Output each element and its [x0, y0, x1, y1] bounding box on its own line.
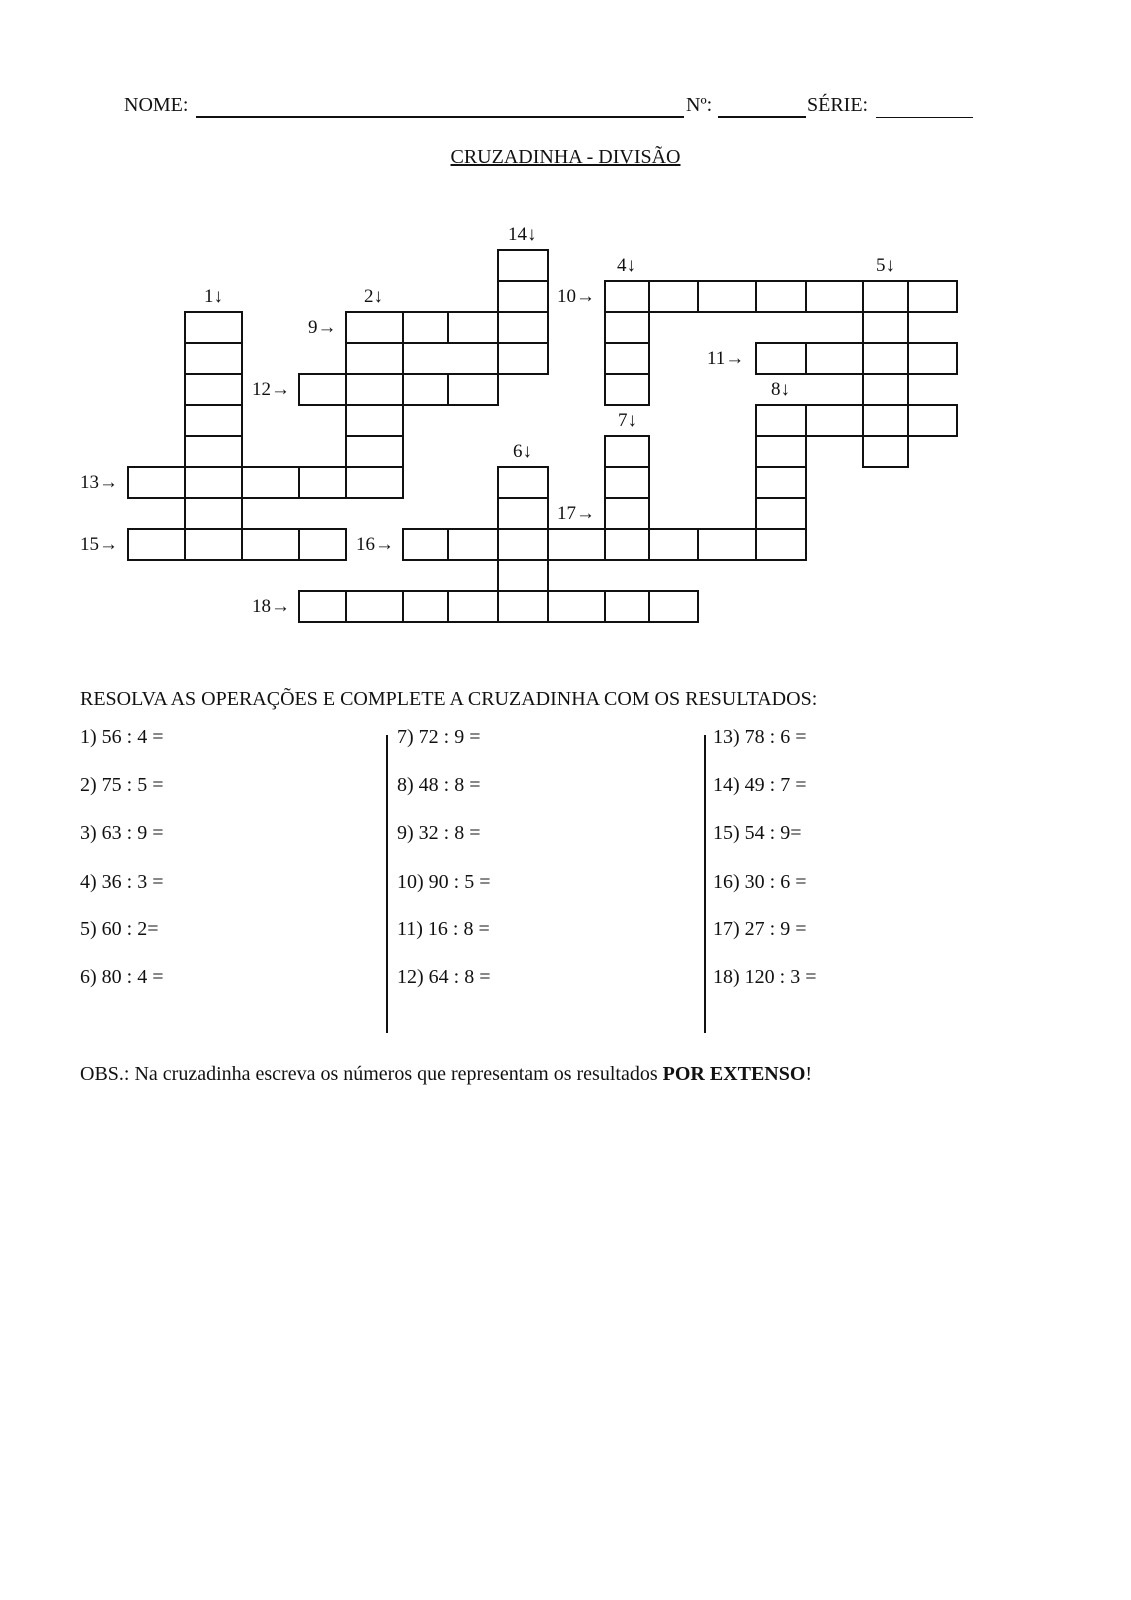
- crossword-cell[interactable]: [185, 436, 242, 467]
- note: [80, 1063, 812, 1086]
- crossword-cell[interactable]: [863, 374, 908, 405]
- crossword-cell[interactable]: [605, 436, 649, 467]
- crossword-cell[interactable]: [498, 250, 548, 281]
- clue-label-1: 1↓: [204, 286, 223, 307]
- operation-item: 13) 78 : 6 =: [713, 726, 807, 748]
- operation-item: 18) 120 : 3 =: [713, 966, 817, 988]
- crossword-cell[interactable]: [346, 343, 403, 374]
- crossword-cell[interactable]: [185, 529, 242, 560]
- crossword-cell[interactable]: [498, 467, 548, 498]
- crossword-cell[interactable]: [756, 436, 806, 467]
- name-label: NOME:: [124, 94, 189, 116]
- clue-label-9: 9→: [308, 317, 337, 338]
- crossword-grid: [0, 0, 1131, 640]
- crossword-cell[interactable]: [605, 529, 649, 560]
- crossword-cell[interactable]: [806, 405, 863, 436]
- crossword-cell[interactable]: [498, 591, 548, 622]
- clue-label-5: 5↓: [876, 255, 895, 276]
- operation-item: 9) 32 : 8 =: [397, 822, 481, 844]
- clue-label-10: 10→: [557, 286, 595, 307]
- column-divider: [386, 735, 388, 1033]
- clue-label-13: 13→: [80, 472, 118, 493]
- operation-item: 6) 80 : 4 =: [80, 966, 164, 988]
- crossword-cell[interactable]: [908, 405, 957, 436]
- crossword-cell[interactable]: [756, 529, 806, 560]
- crossword-cell[interactable]: [185, 374, 242, 405]
- number-label: Nº:: [686, 94, 713, 116]
- operation-item: 16) 30 : 6 =: [713, 871, 807, 893]
- crossword-cell[interactable]: [346, 467, 403, 498]
- operation-item: 14) 49 : 7 =: [713, 774, 807, 796]
- crossword-cell[interactable]: [498, 312, 548, 343]
- crossword-cell[interactable]: [448, 591, 498, 622]
- crossword-cell[interactable]: [863, 281, 908, 312]
- crossword-cell[interactable]: [649, 591, 698, 622]
- crossword-cell[interactable]: [346, 374, 403, 405]
- column-divider: [704, 735, 706, 1033]
- crossword-cell[interactable]: [756, 281, 806, 312]
- crossword-cell[interactable]: [649, 281, 698, 312]
- crossword-cell[interactable]: [299, 374, 346, 405]
- crossword-cell[interactable]: [128, 529, 185, 560]
- crossword-cell[interactable]: [863, 343, 908, 374]
- clue-label-7: 7↓: [618, 410, 637, 431]
- operation-item: 3) 63 : 9 =: [80, 822, 164, 844]
- operation-item: 12) 64 : 8 =: [397, 966, 491, 988]
- crossword-cell[interactable]: [548, 591, 605, 622]
- crossword-cell[interactable]: [605, 467, 649, 498]
- crossword-cell[interactable]: [756, 498, 806, 529]
- crossword-cell[interactable]: [403, 591, 448, 622]
- crossword-cell[interactable]: [346, 436, 403, 467]
- crossword-cell[interactable]: [649, 529, 698, 560]
- clue-label-2: 2↓: [364, 286, 383, 307]
- crossword-cell[interactable]: [346, 405, 403, 436]
- crossword-cell[interactable]: [756, 343, 806, 374]
- crossword-cell[interactable]: [863, 312, 908, 343]
- instructions: RESOLVA AS OPERAÇÕES E COMPLETE A CRUZADINHA COM OS RESULTADOS:: [80, 688, 818, 710]
- crossword-cell[interactable]: [908, 281, 957, 312]
- note-suffix: !: [805, 1063, 813, 1085]
- note-text: OBS.: Na cruzadinha escreva os números que representam os resultados: [80, 1063, 663, 1085]
- operation-item: 17) 27 : 9 =: [713, 918, 807, 940]
- crossword-cell[interactable]: [242, 529, 299, 560]
- crossword-cell[interactable]: [448, 312, 498, 343]
- crossword-cell[interactable]: [756, 405, 806, 436]
- crossword-cell[interactable]: [806, 343, 863, 374]
- crossword-cell[interactable]: [403, 529, 448, 560]
- crossword-cell[interactable]: [605, 591, 649, 622]
- crossword-cell[interactable]: [498, 529, 548, 560]
- clue-label-18: 18→: [252, 596, 290, 617]
- clue-label-6: 6↓: [513, 441, 532, 462]
- crossword-cell[interactable]: [185, 343, 242, 374]
- crossword-cell[interactable]: [548, 529, 605, 560]
- operation-item: 15) 54 : 9=: [713, 822, 802, 844]
- crossword-cell[interactable]: [403, 374, 448, 405]
- crossword-cell[interactable]: [605, 281, 649, 312]
- crossword-cell[interactable]: [498, 498, 548, 529]
- crossword-cell[interactable]: [605, 343, 649, 374]
- crossword-cell[interactable]: [346, 312, 403, 343]
- crossword-cell[interactable]: [863, 405, 908, 436]
- crossword-cell[interactable]: [185, 498, 242, 529]
- crossword-cell[interactable]: [605, 312, 649, 343]
- grade-label: SÉRIE:: [807, 94, 869, 116]
- crossword-cell[interactable]: [448, 374, 498, 405]
- crossword-cell[interactable]: [605, 498, 649, 529]
- operation-item: 11) 16 : 8 =: [397, 918, 490, 940]
- clue-label-8: 8↓: [771, 379, 790, 400]
- clue-label-15: 15→: [80, 534, 118, 555]
- operation-item: 8) 48 : 8 =: [397, 774, 481, 796]
- crossword-cell[interactable]: [698, 281, 756, 312]
- crossword-cell[interactable]: [299, 467, 346, 498]
- operation-item: 4) 36 : 3 =: [80, 871, 164, 893]
- crossword-cell[interactable]: [448, 529, 498, 560]
- clue-label-12: 12→: [252, 379, 290, 400]
- clue-label-16: 16→: [356, 534, 394, 555]
- crossword-cell[interactable]: [242, 467, 299, 498]
- clue-label-17: 17→: [557, 503, 595, 524]
- operation-item: 10) 90 : 5 =: [397, 871, 491, 893]
- crossword-cell[interactable]: [346, 591, 403, 622]
- crossword-cell[interactable]: [756, 467, 806, 498]
- clue-label-11: 11→: [707, 348, 745, 369]
- crossword-cell[interactable]: [498, 343, 548, 374]
- crossword-cell[interactable]: [498, 281, 548, 312]
- crossword-cell[interactable]: [185, 312, 242, 343]
- crossword-cell[interactable]: [498, 560, 548, 591]
- crossword-cell[interactable]: [863, 436, 908, 467]
- crossword-cell[interactable]: [605, 374, 649, 405]
- crossword-cell[interactable]: [185, 405, 242, 436]
- operation-item: 1) 56 : 4 =: [80, 726, 164, 748]
- operation-item: 7) 72 : 9 =: [397, 726, 481, 748]
- operation-item: 5) 60 : 2=: [80, 918, 159, 940]
- clue-label-4: 4↓: [617, 255, 636, 276]
- crossword-cell[interactable]: [806, 281, 863, 312]
- page-title: CRUZADINHA - DIVISÃO: [450, 146, 681, 168]
- crossword-cell[interactable]: [299, 529, 346, 560]
- crossword-cell[interactable]: [698, 529, 756, 560]
- crossword-cell[interactable]: [185, 467, 242, 498]
- crossword-cell[interactable]: [299, 591, 346, 622]
- note-emphasis: POR EXTENSO: [662, 1063, 806, 1085]
- crossword-cell[interactable]: [908, 343, 957, 374]
- crossword-cell[interactable]: [403, 312, 448, 343]
- operation-item: 2) 75 : 5 =: [80, 774, 164, 796]
- clue-label-14: 14↓: [508, 224, 537, 245]
- crossword-cell[interactable]: [128, 467, 185, 498]
